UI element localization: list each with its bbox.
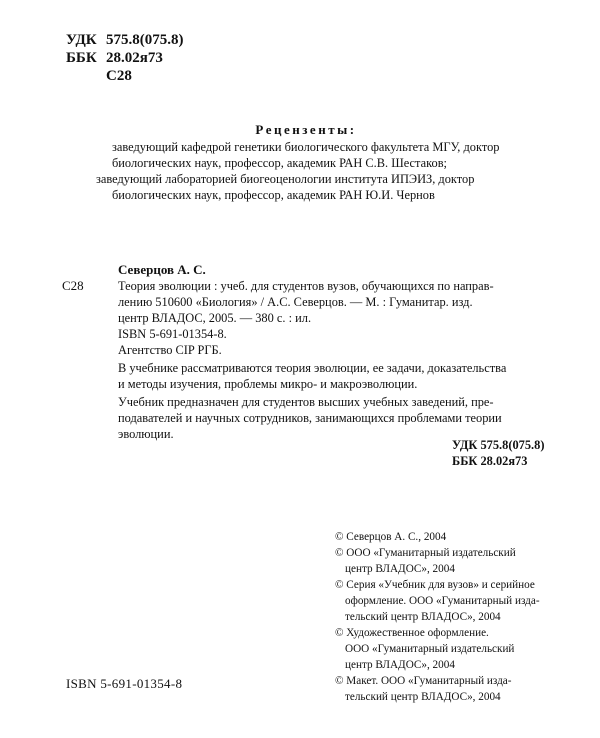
bbk-code: ББК 28.02я73: [452, 454, 528, 468]
isbn-footer: ISBN 5-691-01354-8: [66, 676, 183, 691]
bbk-row: [66, 49, 184, 67]
reviewer-line: биологических наук, профессор, академик РАН С.В. Шестаков;: [112, 156, 447, 170]
annotation-audience: [62, 394, 592, 442]
annotation-line: подавателей и научных сотрудников, занимающихся проблемами теории: [118, 411, 502, 425]
copyright-line: © Северцов А. С., 2004: [335, 531, 447, 543]
record-title: [118, 278, 592, 358]
copyright-line: ООО «Гуманитарный издательский: [345, 643, 515, 655]
copyright-block: [335, 529, 590, 705]
reviewer-line: биологических наук, профессор, академик РАН Ю.И. Чернов: [112, 188, 435, 202]
copyright-line: тельский центр ВЛАДОС», 2004: [345, 611, 501, 623]
copyright-line: центр ВЛАДОС», 2004: [345, 563, 455, 575]
udk-label: УДК: [66, 32, 97, 48]
copyright-line: тельский центр ВЛАДОС», 2004: [345, 691, 501, 703]
record-code: С28: [62, 278, 84, 293]
annotation-line: и методы изучения, проблемы микро- и макроэволюции.: [118, 377, 418, 391]
isbn-line: ISBN 5-691-01354-8.: [118, 327, 227, 341]
copyright-line: © Художественное оформление.: [335, 627, 489, 639]
cip-line: Агентство CIP РГБ.: [118, 343, 222, 357]
udk-value: 575.8(075.8): [106, 32, 184, 48]
reviewer-line: заведующий лабораторией биогеоценологии института ИПЭИЗ, доктор: [96, 172, 475, 186]
reviewer-line: заведующий кафедрой генетики биологического факультета МГУ, доктор: [112, 140, 500, 154]
record-author: Северцов А. С.: [118, 262, 206, 277]
record-main: [62, 278, 592, 358]
author-mark: С28: [106, 68, 132, 84]
copyright-line: оформление. ООО «Гуманитарный изда-: [345, 595, 540, 607]
annotation-line: Учебник предназначен для студентов высших учебных заведений, пре-: [118, 395, 494, 409]
copyright-line: © Макет. ООО «Гуманитарный изда-: [335, 675, 512, 687]
classification-codes-right: [452, 437, 544, 469]
annotation-line: эволюции.: [118, 427, 174, 441]
udk-code: УДК 575.8(075.8): [452, 438, 545, 452]
copyright-line: © ООО «Гуманитарный издательский: [335, 547, 516, 559]
classification-codes-top: [66, 31, 184, 85]
title-line: Теория эволюции : учеб. для студентов вузов, обучающихся по направ-: [118, 279, 494, 293]
reviewers-block: [96, 122, 516, 203]
reviewers-header: Рецензенты:: [255, 122, 357, 137]
annotation-content: [62, 360, 592, 392]
udk-row: [66, 31, 184, 49]
bibliographic-record: [62, 262, 592, 442]
annotation-line: В учебнике рассматриваются теория эволюции, ее задачи, доказательства: [118, 361, 507, 375]
copyright-line: © Серия «Учебник для вузов» и серийное: [335, 579, 535, 591]
title-line: лению 510600 «Биология» / А.С. Северцов. — М. : Гуманитар. изд.: [118, 295, 473, 309]
copyright-line: центр ВЛАДОС», 2004: [345, 659, 455, 671]
bbk-value: 28.02я73: [106, 50, 163, 66]
title-line: центр ВЛАДОС, 2005. — 380 с. : ил.: [118, 311, 312, 325]
bbk-label: ББК: [66, 50, 97, 66]
